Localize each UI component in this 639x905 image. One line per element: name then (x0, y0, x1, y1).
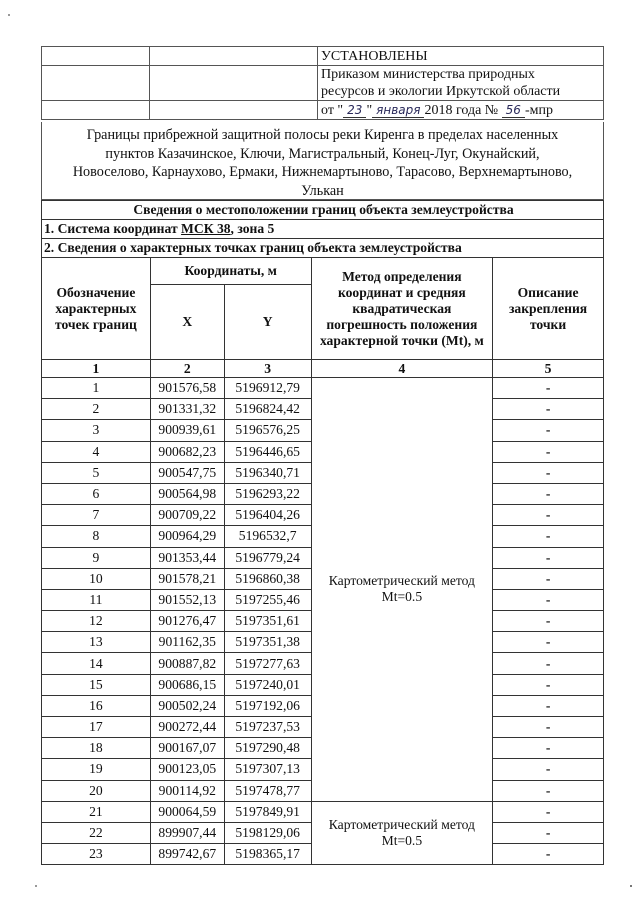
coord-y: 5197290,48 (224, 738, 311, 759)
coord-x: 900709,22 (150, 505, 224, 526)
order-suffix: -мпр (524, 102, 553, 118)
col-header-coordinates: Координаты, м (150, 258, 311, 285)
point-number: 3 (42, 420, 151, 441)
point-description: - (493, 801, 604, 822)
point-description: - (493, 505, 604, 526)
point-description: - (493, 526, 604, 547)
approval-empty-cell (150, 101, 318, 120)
approval-block (41, 46, 604, 120)
coord-y: 5196824,42 (224, 399, 311, 420)
coord-y: 5197351,61 (224, 611, 311, 632)
coord-y: 5197237,53 (224, 717, 311, 738)
coord-y: 5197351,38 (224, 632, 311, 653)
point-description: - (493, 483, 604, 504)
point-description: - (493, 822, 604, 843)
date-prefix: от " (321, 102, 344, 118)
coord-x: 900547,75 (150, 462, 224, 483)
coord-y: 5197277,63 (224, 653, 311, 674)
col-number: 5 (493, 360, 604, 378)
point-number: 12 (42, 611, 151, 632)
order-date-line (318, 101, 604, 120)
title-line-3: Новоселово, Карнаухово, Ермаки, Нижнемартыново, Тарасово, Верхнемартыново, (72, 164, 573, 180)
method-cell (311, 378, 493, 802)
coord-y: 5197307,13 (224, 759, 311, 780)
coord-x: 900939,61 (150, 420, 224, 441)
point-description: - (493, 780, 604, 801)
coord-x: 900964,29 (150, 526, 224, 547)
approved-label: УСТАНОВЛЕНЫ (318, 47, 604, 66)
coord-y: 5196779,24 (224, 547, 311, 568)
scan-speck (8, 14, 10, 16)
point-description: - (493, 378, 604, 399)
coord-y: 5196860,38 (224, 568, 311, 589)
points-heading: 2. Сведения о характерных точках границ объекта землеустройства (42, 239, 604, 258)
coord-y: 5198129,06 (224, 822, 311, 843)
coord-system-prefix: 1. Система координат (44, 221, 182, 236)
order-line-2: ресурсов и экологии Иркутской области (321, 84, 561, 99)
coord-x: 901353,44 (150, 547, 224, 568)
approval-empty-cell (42, 66, 150, 101)
point-description: - (493, 759, 604, 780)
col-header-method: Метод определения координат и средняя квадратическая погрешность положения характерной точки (Mt), м (311, 258, 493, 360)
coord-x: 901578,21 (150, 568, 224, 589)
scan-speck (35, 885, 37, 887)
point-description: - (493, 653, 604, 674)
point-number: 10 (42, 568, 151, 589)
coord-x: 899907,44 (150, 822, 224, 843)
coord-x: 901552,13 (150, 589, 224, 610)
handwritten-month: января (372, 104, 424, 118)
point-description: - (493, 695, 604, 716)
method-accuracy: Mt=0.5 (381, 833, 423, 849)
point-number: 15 (42, 674, 151, 695)
point-description: - (493, 589, 604, 610)
point-number: 7 (42, 505, 151, 526)
point-number: 8 (42, 526, 151, 547)
col-header-x: X (150, 285, 224, 360)
approval-empty-cell (150, 66, 318, 101)
scan-speck (630, 885, 632, 887)
coord-x: 900167,07 (150, 738, 224, 759)
order-reference (318, 66, 604, 101)
point-number: 19 (42, 759, 151, 780)
coordinate-system (42, 220, 604, 239)
date-year: 2018 года № (424, 102, 499, 118)
coord-x: 901331,32 (150, 399, 224, 420)
point-number: 5 (42, 462, 151, 483)
point-number: 17 (42, 717, 151, 738)
coord-y: 5196532,7 (224, 526, 311, 547)
point-description: - (493, 399, 604, 420)
point-description: - (493, 547, 604, 568)
approval-empty-cell (150, 47, 318, 66)
coord-x: 900114,92 (150, 780, 224, 801)
coord-y: 5196446,65 (224, 441, 311, 462)
method-text: Картометрический метод (328, 573, 475, 589)
col-number: 2 (150, 360, 224, 378)
coord-y: 5197478,77 (224, 780, 311, 801)
points-rows (42, 378, 604, 865)
method-accuracy: Mt=0.5 (381, 589, 423, 605)
point-number: 18 (42, 738, 151, 759)
coord-system-name: МСК 38 (181, 221, 231, 236)
coord-x: 900887,82 (150, 653, 224, 674)
approval-empty-cell (42, 47, 150, 66)
coord-x: 901276,47 (150, 611, 224, 632)
coord-x: 900682,23 (150, 441, 224, 462)
coord-x: 901576,58 (150, 378, 224, 399)
coord-x: 901162,35 (150, 632, 224, 653)
point-number: 16 (42, 695, 151, 716)
coord-y: 5196912,79 (224, 378, 311, 399)
point-number: 2 (42, 399, 151, 420)
handwritten-order-number: 56 (502, 104, 525, 118)
coord-y: 5197192,06 (224, 695, 311, 716)
method-text: Картометрический метод (328, 817, 475, 833)
coord-x: 900064,59 (150, 801, 224, 822)
point-description: - (493, 674, 604, 695)
coord-y: 5198365,17 (224, 844, 311, 865)
coord-x: 900564,98 (150, 483, 224, 504)
point-description: - (493, 844, 604, 865)
coord-y: 5197849,91 (224, 801, 311, 822)
point-number: 20 (42, 780, 151, 801)
document-title (41, 122, 604, 200)
point-description: - (493, 717, 604, 738)
table-row (42, 801, 604, 822)
coord-x: 900272,44 (150, 717, 224, 738)
point-number: 14 (42, 653, 151, 674)
point-description: - (493, 738, 604, 759)
col-number: 4 (311, 360, 493, 378)
point-description: - (493, 441, 604, 462)
point-description: - (493, 462, 604, 483)
coord-y: 5197255,46 (224, 589, 311, 610)
coord-y: 5196293,22 (224, 483, 311, 504)
order-line-1: Приказом министерства природных (321, 67, 535, 82)
point-number: 11 (42, 589, 151, 610)
point-number: 23 (42, 844, 151, 865)
method-cell (311, 801, 493, 865)
title-line-4: Улькан (301, 182, 344, 199)
col-header-point: Обозначение характерных точек границ (42, 258, 151, 360)
table-row (42, 378, 604, 399)
point-number: 9 (42, 547, 151, 568)
title-line-2: пунктов Казачинское, Ключи, Магистральный, Конец-Луг, Окунайский, (105, 145, 540, 162)
coord-x: 900686,15 (150, 674, 224, 695)
point-number: 4 (42, 441, 151, 462)
point-number: 13 (42, 632, 151, 653)
coord-y: 5196404,26 (224, 505, 311, 526)
point-description: - (493, 420, 604, 441)
coord-x: 900502,24 (150, 695, 224, 716)
section-heading: Сведения о местоположении границ объекта землеустройства (42, 201, 604, 220)
date-mid: " (366, 102, 373, 118)
point-number: 22 (42, 822, 151, 843)
col-number: 1 (42, 360, 151, 378)
handwritten-day: 23 (343, 104, 366, 118)
col-header-description: Описание закрепления точки (493, 258, 604, 360)
col-header-y: Y (224, 285, 311, 360)
point-number: 6 (42, 483, 151, 504)
title-line-1: Границы прибрежной защитной полосы реки Киренга в пределах населенных (86, 127, 559, 143)
coord-y: 5197240,01 (224, 674, 311, 695)
point-description: - (493, 611, 604, 632)
boundary-points-table (41, 200, 604, 865)
point-description: - (493, 568, 604, 589)
point-number: 21 (42, 801, 151, 822)
approval-empty-cell (42, 101, 150, 120)
point-number: 1 (42, 378, 151, 399)
col-number: 3 (224, 360, 311, 378)
coord-x: 899742,67 (150, 844, 224, 865)
point-description: - (493, 632, 604, 653)
coord-x: 900123,05 (150, 759, 224, 780)
coord-y: 5196576,25 (224, 420, 311, 441)
coord-y: 5196340,71 (224, 462, 311, 483)
coord-system-suffix: , зона 5 (230, 221, 275, 236)
